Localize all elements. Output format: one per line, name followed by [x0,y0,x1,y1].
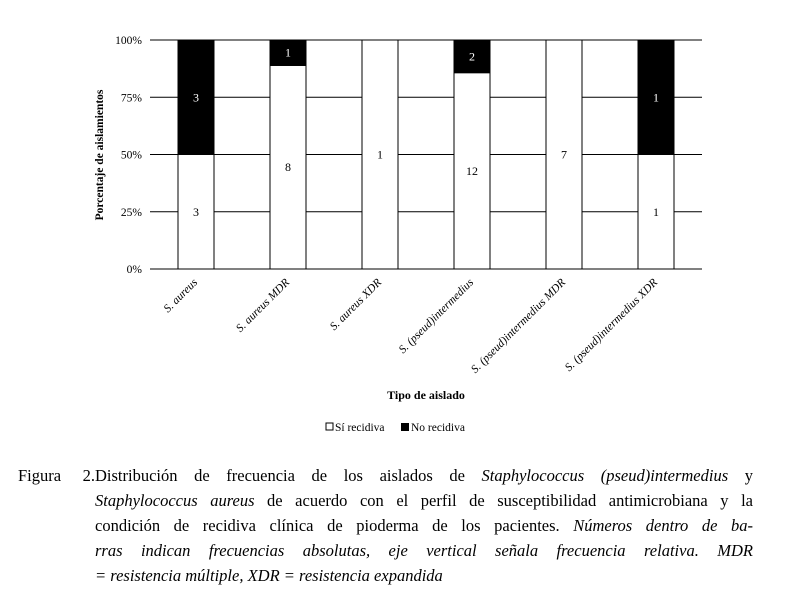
y-axis-label: Porcentaje de aislamientos [94,89,106,221]
x-tick-label: S. aureus MDR [234,276,293,335]
x-tick-label: S. (pseud)intermedius XDR [562,276,661,374]
x-axis-label: Tipo de aislado [387,388,465,402]
bar-value-label: 12 [466,163,478,178]
caption-line1-post: y [728,466,753,485]
legend-label-si-recidiva: Sí recidiva [335,422,385,434]
x-tick-label: S. aureus [161,276,201,316]
bar-value-label: 1 [653,90,659,105]
caption-line1-italic: Staphylococcus (pseud)intermedius [481,466,729,485]
y-tick-label: 75% [120,92,142,105]
figure-caption [18,463,753,588]
bar-value-label: 3 [193,204,199,219]
x-tick-labels [162,276,660,375]
caption-line-5 [18,563,753,588]
legend-swatch-si-recidiva [326,423,333,430]
caption-line4-italic: rras indican frecuencias absolutas, eje vertical señala frecuencia relativa. MDR [95,541,753,560]
caption-line3-italic: Números dentro de ba- [573,516,753,535]
grid-lines [150,40,702,212]
caption-line2-italic: Staphylococcus aureus [95,491,255,510]
caption-line3-pre: condición de recidiva clínica de pioderma de los pacientes. [95,516,574,535]
caption-line-4 [18,538,753,563]
bar-value-label: 7 [561,147,567,162]
x-tick-label: S. aureus XDR [327,276,385,333]
y-tick-label: 50% [120,149,142,162]
y-tick-labels [115,35,142,276]
y-tick-label: 0% [126,264,142,276]
caption-line2-post: de acuerdo con el perfil de susceptibilidad antimicrobiana y la [254,491,753,510]
bar-value-label: 3 [193,90,199,105]
bar-value-label: 2 [469,49,475,64]
legend-swatch-no-recidiva [401,423,409,431]
bar-value-label: 1 [377,147,383,162]
caption-line-2 [18,488,753,513]
x-tick-label: S. (pseud)intermedius [396,276,477,357]
caption-line-3 [18,513,753,538]
bar-value-label: 8 [285,160,291,175]
y-tick-label: 100% [115,35,142,47]
caption-line5-italic: = resistencia múltiple, XDR = resistencia expandida [95,566,443,585]
bar-value-label: 1 [653,204,659,219]
caption-line-1 [18,463,753,488]
caption-line1-pre: Distribución de frecuencia de los aislados de [95,466,482,485]
x-tick-label: S. (pseud)intermedius MDR [469,276,569,376]
bar-value-label: 1 [285,45,291,60]
legend [326,422,465,434]
legend-label-no-recidiva: No recidiva [411,422,465,434]
y-tick-label: 25% [120,206,142,219]
caption-label: Figura 2. [18,466,95,485]
